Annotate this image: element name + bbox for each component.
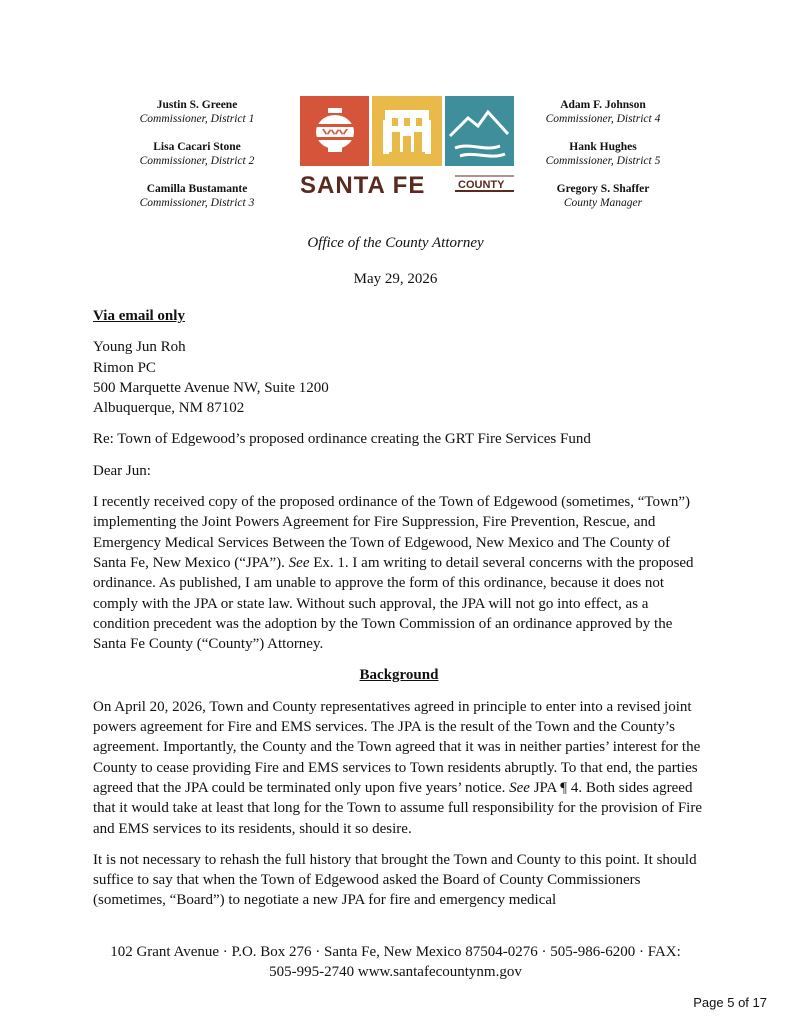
commissioner-name: Justin S. Greene: [156, 99, 238, 111]
logo-wordmark: SANTA FE: [300, 172, 426, 199]
commissioner-entry: [503, 140, 703, 168]
text-run: JPA ¶ 4. Both sides agreed that it would take at least that long for the Town to assume full responsibility for the provision of Fire and EMS services to its residents, should it so desire.: [93, 779, 702, 837]
commissioner-entry: [503, 182, 703, 210]
commissioner-entry: [503, 98, 703, 126]
letterhead-footer: [80, 942, 711, 982]
recipient-line: Young Jun Roh: [93, 339, 186, 356]
text-run: Ex. 1. I am writing to detail several concerns with the proposed ordinance. As published, I am unable to approve the form of this ordinance, because it does not comply with the JPA or state law. Without such approval, the JPA will not go into effect, as a condition precedent was the adoption by the Town Commission of an ordinance approved by the Santa Fe County (“County”) Attorney.: [93, 554, 694, 653]
recipient-address: [93, 337, 705, 418]
commissioner-name: Adam F. Johnson: [560, 99, 646, 111]
salutation: Dear Jun:: [93, 462, 151, 479]
paragraph-history: It is not necessary to rehash the full history that brought the Town and County to this point. It should suffice to say that when the Town of Edgewood asked the Board of County Commissioners (sometimes, “Board”) to negotiate a new JPA for fire and emergency medical: [93, 851, 697, 909]
recipient-line: Albuquerque, NM 87102: [93, 400, 245, 417]
recipient-line: Rimon PC: [93, 359, 156, 376]
santa-fe-county-logo: [300, 96, 514, 200]
commissioner-name: Camilla Bustamante: [146, 183, 248, 195]
commissioner-entry: [97, 182, 297, 210]
commissioner-title: Commissioner, District 5: [545, 155, 661, 167]
commissioner-entry: [97, 140, 297, 168]
text-run: On April 20, 2026, Town and County representatives agreed in principle to enter into a revised joint powers agreement for Fire and EMS services. The JPA is the result of the Town and the County’s agreement. Importantly, the County and the Town agreed that it was in neither parties’ interest for the County to cease providing Fire and EMS services to Town residents abruptly. To that end, the parties agreed that the JPA could be terminated only upon five years’ notice.: [93, 698, 701, 796]
left-commissioner-list: [97, 98, 297, 224]
office-title: Office of the County Attorney: [307, 235, 484, 251]
commissioner-title: Commissioner, District 4: [545, 113, 661, 125]
commissioner-name: Gregory S. Shaffer: [556, 183, 650, 195]
re-line: Re: Town of Edgewood’s proposed ordinance creating the GRT Fire Services Fund: [93, 431, 591, 448]
commissioner-entry: [97, 98, 297, 126]
recipient-line: 500 Marquette Avenue NW, Suite 1200: [93, 379, 329, 396]
right-commissioner-list: [503, 98, 703, 224]
delivery-method: Via email only: [93, 308, 185, 324]
commissioner-name: Lisa Cacari Stone: [153, 141, 241, 153]
footer-line: 505-995-2740 www.santafecountynm.gov: [269, 964, 522, 980]
logo-badge: COUNTY: [458, 179, 505, 191]
commissioner-title: Commissioner, District 3: [139, 197, 255, 209]
commissioner-title: Commissioner, District 1: [139, 113, 255, 125]
page-number: Page 5 of 17: [693, 995, 767, 1010]
letter-date: May 29, 2026: [353, 271, 438, 287]
letter-body: [93, 306, 705, 922]
section-heading: Background: [359, 667, 439, 684]
commissioner-title: Commissioner, District 2: [139, 155, 255, 167]
commissioner-title: County Manager: [563, 197, 643, 209]
citation-signal: See: [509, 779, 530, 796]
paragraph-intro: [93, 492, 705, 654]
footer-line: 102 Grant Avenue · P.O. Box 276 · Santa Fe, New Mexico 87504-0276 · 505-986-6200 · FAX:: [110, 944, 681, 960]
paragraph-background: [93, 697, 705, 839]
commissioner-name: Hank Hughes: [569, 141, 637, 153]
text-run: I recently received copy of the proposed ordinance of the Town of Edgewood (sometimes, “Town”) implementing the Joint Powers Agreement for Fire Suppression, Fire Prevention, Rescue, and Emergency Medical Services Between the Town of Edgewood, New Mexico and The County of Santa Fe, New Mexico (“JPA”).: [93, 494, 691, 571]
citation-signal: See: [288, 554, 310, 571]
